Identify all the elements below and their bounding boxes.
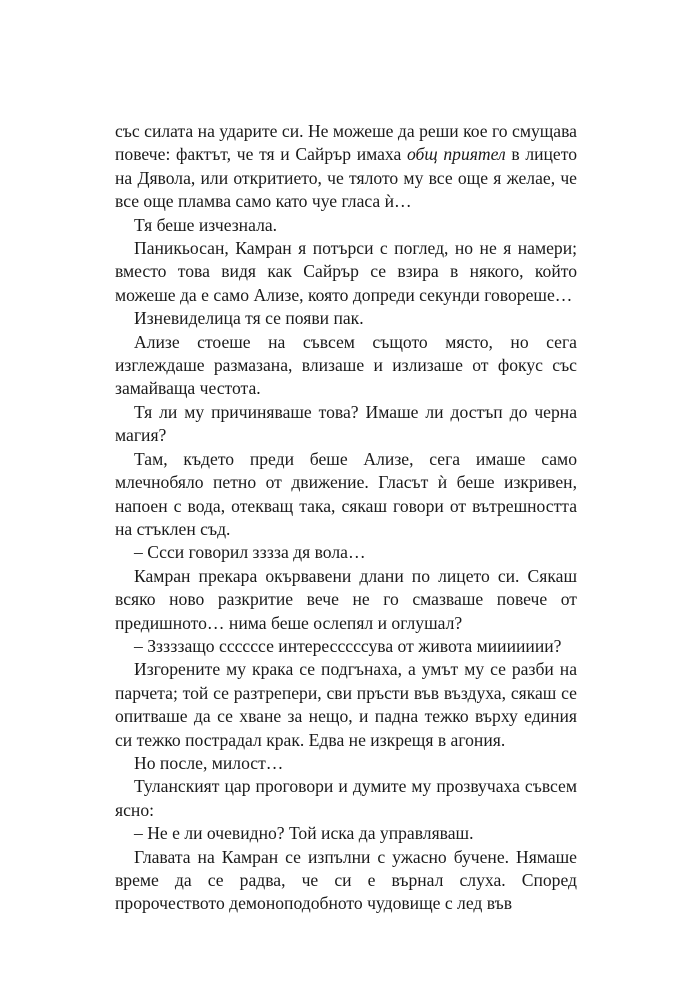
paragraph xyxy=(115,120,577,214)
paragraph xyxy=(115,822,577,845)
paragraph-text: Тя ли му причиняваше това? Имаше ли достъп до черна магия? xyxy=(115,401,577,446)
paragraph xyxy=(115,658,577,752)
paragraph-text: със силата на ударите си. Не можеше да реши кое го смущава повече: фактът, че тя и Сайрър имаха xyxy=(115,121,577,165)
paragraph-text: – Не е ли очевидно? Той иска да управляваш. xyxy=(134,823,474,844)
paragraph-text: Но после, милост… xyxy=(134,752,284,773)
paragraph-text: Ализе стоеше на съвсем същото място, но сега изглеждаше размазана, влизаше и излизаше от фокус със замайваща честота. xyxy=(115,331,577,399)
paragraph xyxy=(115,331,577,401)
paragraph xyxy=(115,635,577,658)
paragraph-text: Туланският цар проговори и думите му прозвучаха съвсем ясно: xyxy=(115,776,577,820)
paragraph-text: Главата на Камран се изпълни с ужасно бучене. Нямаше време да се радва, че си е върнал слуха. Според пророчеството демоноподобното чудовище с лед във xyxy=(115,846,577,914)
paragraph-text: Изневиделица тя се появи пак. xyxy=(134,308,364,329)
paragraph xyxy=(115,307,577,330)
paragraph-text: Там, където преди беше Ализе, сега имаше само млечнобяло петно от движение. Гласът ѝ беше изкривен, напоен с вода, отекващ така, сякаш говори от вътрешността на стъклен съд. xyxy=(115,448,577,539)
body-text xyxy=(115,120,577,916)
paragraph-text: в лицето на Дявола, или откритието, че тялото му все още я желае, че все още пламва само като чуе гласа ѝ… xyxy=(115,144,577,212)
paragraph xyxy=(115,752,577,775)
paragraph xyxy=(115,401,577,448)
paragraph-text: Изгорените му крака се подгънаха, а умът му се разби на парчета; той се разтрепери, сви пръсти във въздуха, сякаш се опитваше да се хване за нещо, и падна тежко върху единия си тежко пострадал крак. Едва не изкрещя в агония. xyxy=(115,659,577,750)
paragraph xyxy=(115,214,577,237)
paragraph-text: Камран прекара окървавени длани по лицето си. Сякаш всяко ново разкритие вече не го смазваше повече от предишното… нима беше ослепял и оглушал? xyxy=(115,565,577,633)
paragraph-text: – Зззззащо ссссссе интересссссува от живота миииииии? xyxy=(134,635,562,656)
paragraph-text: Паникьосан, Камран я потърси с поглед, но не я намери; вместо това видя как Сайрър се взира в някого, който можеше да е само Ализе, която допреди секунди говореше… xyxy=(115,238,577,305)
paragraph xyxy=(115,541,577,564)
paragraph xyxy=(115,448,577,542)
italic-phrase: общ приятел xyxy=(406,144,506,165)
paragraph xyxy=(115,846,577,916)
paragraph-text: – Ссси говорил зззза дя вола… xyxy=(134,542,366,563)
paragraph xyxy=(115,237,577,307)
paragraph xyxy=(115,565,577,635)
paragraph-text: Тя беше изчезнала. xyxy=(134,214,278,235)
paragraph xyxy=(115,775,577,822)
